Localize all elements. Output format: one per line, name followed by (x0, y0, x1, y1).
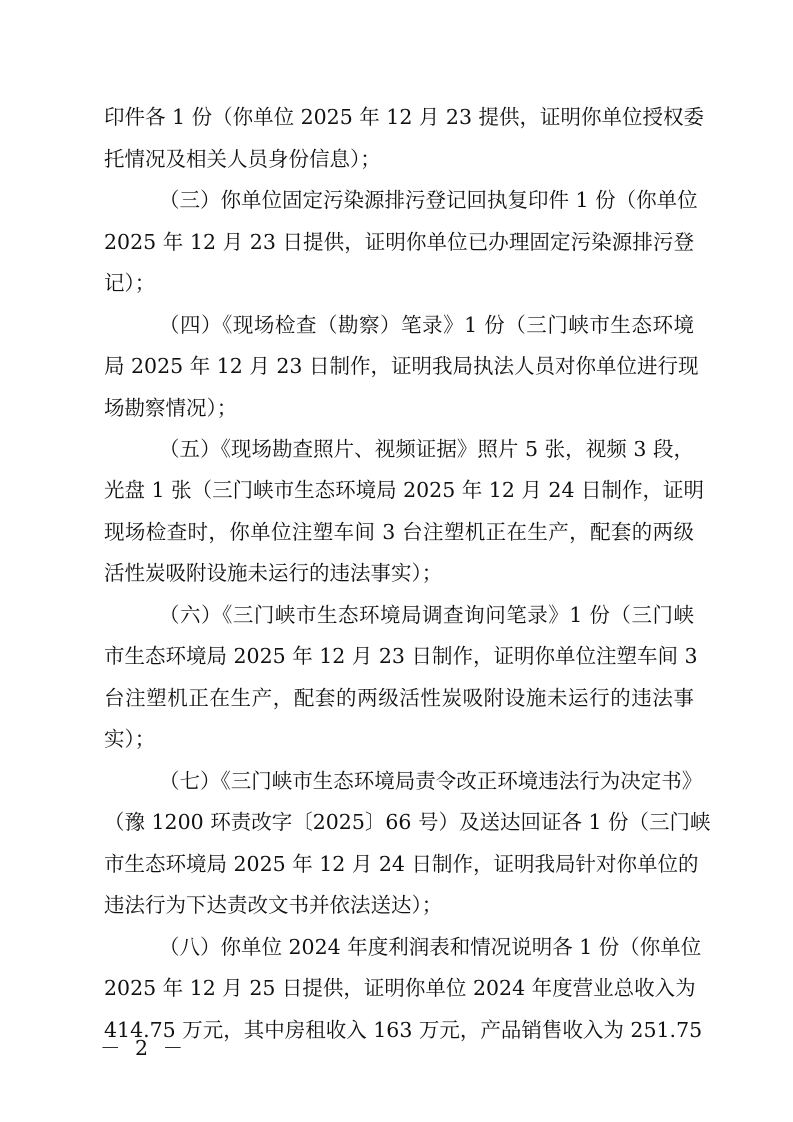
text-line: 市生态环境局 2025 年 12 月 23 日制作，证明你单位注塑车间 3 (104, 644, 698, 668)
text-line: 局 2025 年 12 月 23 日制作，证明我局执法人员对你单位进行现 (104, 354, 699, 378)
text-line: 实）； (104, 727, 156, 751)
text-line: 台注塑机正在生产，配套的两级活性炭吸附设施未运行的违法事 (104, 686, 694, 710)
text-line: 印件各 1 份（你单位 2025 年 12 月 23 提供，证明你单位授权委 (104, 105, 705, 129)
text-line: 市生态环境局 2025 年 12 月 24 日制作，证明我局针对你单位的 (104, 852, 699, 876)
text-line: 违法行为下达责改文书并依法送达）； (104, 893, 443, 917)
text-line: 活性炭吸附设施未运行的违法事实）； (104, 561, 443, 585)
text-line: （三）你单位固定污染源排污登记回执复印件 1 份（你单位 (159, 188, 698, 212)
text-line: （豫 1200 环责改字〔2025〕66 号）及送达回证各 1 份（三门峡 (104, 810, 711, 834)
text-line: （六）《三门峡市生态环境局调查询问笔录》1 份（三门峡 (159, 603, 694, 627)
text-line: 场勘察情况）； (104, 396, 238, 420)
text-line: 2025 年 12 月 23 日提供，证明你单位已办理固定污染源排污登 (104, 230, 694, 254)
page-number: － 2 － (100, 1036, 188, 1060)
text-line: （五）《现场勘查照片、视频证据》照片 5 张，视频 3 段， (159, 437, 694, 461)
text-line: 现场检查时，你单位注塑车间 3 台注塑机正在生产，配套的两级 (104, 520, 694, 544)
text-line: 托情况及相关人员身份信息）； (104, 147, 381, 171)
text-line: （七）《三门峡市生态环境局责令改正环境违法行为决定书》 (159, 769, 703, 793)
text-line: （四）《现场检查（勘察）笔录》1 份（三门峡市生态环境 (159, 313, 694, 337)
text-line: （八）你单位 2024 年度利润表和情况说明各 1 份（你单位 (159, 935, 702, 959)
text-line: 光盘 1 张（三门峡市生态环境局 2025 年 12 月 24 日制作，证明 (104, 478, 705, 502)
text-line: 记）； (104, 271, 156, 295)
text-line: 2025 年 12 月 25 日提供，证明你单位 2024 年度营业总收入为 (104, 976, 696, 1000)
text-line: 414.75 万元，其中房租收入 163 万元，产品销售收入为 251.75 (104, 1018, 703, 1042)
